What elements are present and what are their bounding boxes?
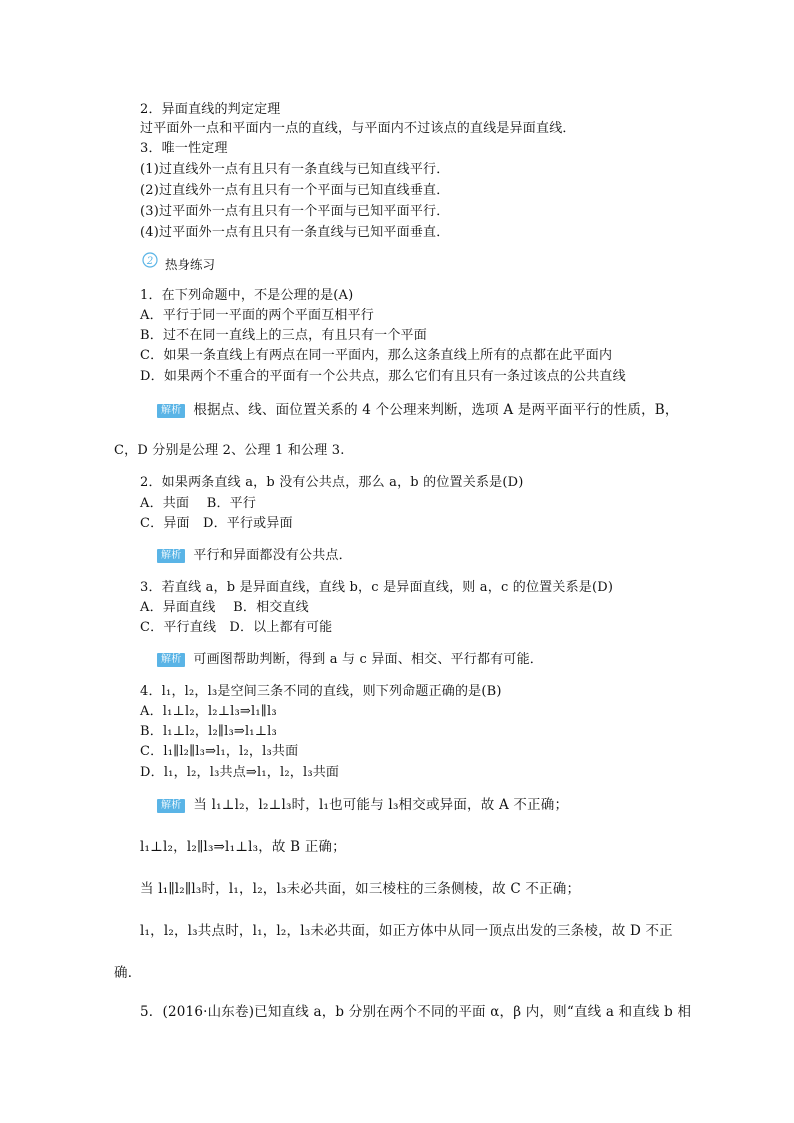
- question-4-analysis-line: 当 l₁∥l₂∥l₃时，l₁，l₂，l₃未必共面，如三棱柱的三条侧棱，故 C 不正确；: [140, 881, 581, 897]
- question-4-option-b: B．l₁⊥l₂，l₂∥l₃⇒l₁⊥l₃: [140, 724, 277, 739]
- question-4-analysis-line: l₁，l₂，l₃共点时，l₁，l₂，l₃未必共面，如正方体中从同一顶点出发的三条棱，故 D 不正: [140, 923, 673, 939]
- question-4-analysis-line: 确．: [114, 965, 142, 981]
- theorem-3-item: (2)过直线外一点有且只有一个平面与已知直线垂直．: [140, 183, 450, 198]
- question-4-analysis-line: l₁⊥l₂，l₂∥l₃⇒l₁⊥l₃，故 B 正确；: [140, 839, 346, 855]
- section-title: 热身练习: [165, 257, 216, 272]
- question-3-options-ab: A．异面直线 B．相交直线: [140, 600, 309, 615]
- question-2-options-cd: C．异面 D．平行或异面: [140, 516, 293, 531]
- question-2-stem: 2．如果两条直线 a，b 没有公共点，那么 a，b 的位置关系是(D): [140, 475, 524, 490]
- question-3-options-cd: C．平行直线 D．以上都有可能: [140, 620, 333, 635]
- analysis-badge: 解析: [157, 653, 185, 667]
- question-4-stem: 4．l₁，l₂，l₃是空间三条不同的直线，则下列命题正确的是(B): [140, 684, 502, 699]
- analysis-text: 当 l₁⊥l₂，l₂⊥l₃时，l₁也可能与 l₃相交或异面，故 A 不正确；: [193, 797, 569, 813]
- question-3-stem: 3．若直线 a，b 是异面直线，直线 b，c 是异面直线，则 a，c 的位置关系是(D): [140, 580, 614, 595]
- analysis-badge: 解析: [157, 404, 185, 418]
- question-1-option-d: D．如果两个不重合的平面有一个公共点，那么它们有且只有一条过该点的公共直线: [140, 369, 626, 384]
- question-1-analysis-cont: C，D 分别是公理 2、公理 1 和公理 3.: [114, 443, 345, 458]
- theorem-2-body: 过平面外一点和平面内一点的直线，与平面内不过该点的直线是异面直线．: [140, 121, 576, 136]
- analysis-text: 根据点、线、面位置关系的 4 个公理来判断，选项 A 是两平面平行的性质，B，: [193, 402, 679, 418]
- question-4-option-a: A．l₁⊥l₂，l₂⊥l₃⇒l₁∥l₃: [140, 704, 277, 719]
- theorem-2-title: 2．异面直线的判定定理: [140, 102, 281, 117]
- analysis-text: 平行和异面都没有公共点．: [193, 548, 352, 563]
- theorem-3-item: (1)过直线外一点有且只有一条直线与已知直线平行．: [140, 162, 450, 177]
- question-1-analysis: [157, 400, 679, 420]
- question-1-option-c: C．如果一条直线上有两点在同一平面内，那么这条直线上所有的点都在此平面内: [140, 348, 613, 363]
- question-2-analysis: [157, 547, 352, 565]
- question-3-analysis: [157, 651, 543, 669]
- number-2-circle-icon: [142, 252, 158, 268]
- question-4-analysis: [157, 795, 568, 815]
- analysis-badge: 解析: [157, 799, 185, 813]
- analysis-badge: 解析: [157, 549, 185, 563]
- question-5-stem: 5．(2016·山东卷)已知直线 a，b 分别在两个不同的平面 α，β 内，则“直线 a 和直线 b 相: [140, 1004, 692, 1020]
- question-4-option-d: D．l₁，l₂，l₃共点⇒l₁，l₂，l₃共面: [140, 765, 340, 780]
- theorem-3-item: (4)过平面外一点有且只有一条直线与已知平面垂直．: [140, 225, 450, 240]
- question-1-option-a: A．平行于同一平面的两个平面互相平行: [140, 308, 374, 323]
- theorem-3-item: (3)过平面外一点有且只有一个平面与已知平面平行．: [140, 204, 450, 219]
- svg-text:2: 2: [146, 256, 154, 267]
- question-1-option-b: B．过不在同一直线上的三点，有且只有一个平面: [140, 328, 427, 343]
- theorem-3-title: 3．唯一性定理: [140, 141, 228, 156]
- question-4-option-c: C．l₁∥l₂∥l₃⇒l₁，l₂，l₃共面: [140, 744, 299, 759]
- analysis-text: 可画图帮助判断，得到 a 与 c 异面、相交、平行都有可能．: [193, 652, 543, 667]
- question-2-options-ab: A．共面 B．平行: [140, 496, 257, 511]
- question-1-stem: 1．在下列命题中，不是公理的是(A): [140, 288, 354, 303]
